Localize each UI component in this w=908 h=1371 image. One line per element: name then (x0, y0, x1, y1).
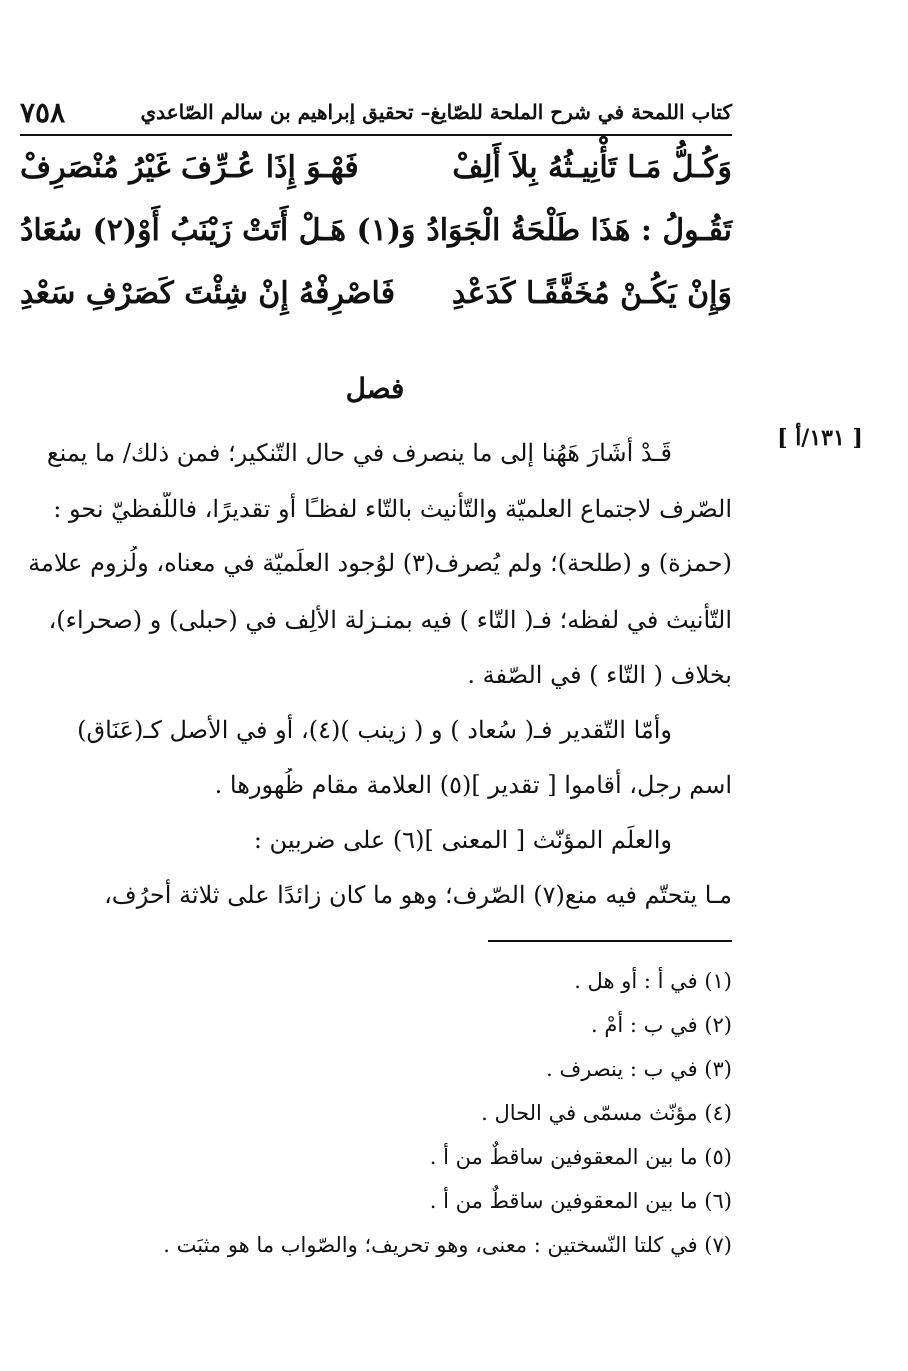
running-title: كتاب اللمحة في شرح الملحة للصّايغ– تحقيق إبراهيم بن سالم الصّاعدي (140, 100, 732, 124)
footnote: (٤) مؤنّث مسمّى في الحال . (481, 1101, 732, 1125)
verse-line (20, 150, 732, 208)
verse-line (20, 213, 732, 271)
footnote: (٧) في كلتا النّسختين : معنى، وهو تحريف؛ والصّواب ما هو مثبَت . (163, 1233, 732, 1257)
body-text-line: (حمزة) و (طلحة)؛ ولم يُصرف(٣) لوُجود العلَميّة في معناه، ولُزوم علامة (28, 549, 732, 577)
body-text-line: اسم رجل، أقاموا [ تقدير ](٥) العلامة مقام ظُهورها . (214, 771, 732, 799)
body-text-line: مـا يتحتّم فيه منع(٧) الصّرف؛ وهو ما كان زائدًا على ثلاثة أحرُف، (104, 881, 732, 909)
verse-first-hemistich: تَقُـولُ : هَذَا طَلْحَةُ الْجَوَادُ (426, 213, 732, 248)
body-text-line: والعلَم المؤنّث [ المعنى ](٦) على ضربين : (253, 826, 672, 854)
verse-line (20, 276, 732, 334)
page-header (20, 98, 732, 134)
verse-first-hemistich: وَإِنْ يَكُـنْ مُخَفَّفًـا كَدَعْدِ (451, 276, 732, 311)
footnote-divider (488, 940, 732, 942)
manuscript-folio-ref: [ ١٣١/أ ] (777, 425, 863, 451)
body-text-line: التّأنيث في لفظه؛ فـ( التّاء ) فيه بمنـزلة الألِف في (حبلى) و (صحراء)، (48, 606, 732, 634)
verse-second-hemistich: فَاصْرِفْهُ إِنْ شِئْتَ كَصَرْفِ سَعْدِ (20, 276, 396, 311)
verse-second-hemistich: فَهْـوَ إِذَا عُـرِّفَ غَيْرُ مُنْصَرِفْ (20, 150, 359, 185)
verse-second-hemistich: وَ(١) هَـلْ أَتَتْ زَيْنَبُ أَوْ(٢) سُعَادُ (20, 213, 416, 248)
footnote: (٢) في ب : أمْ . (591, 1013, 732, 1037)
verse-first-hemistich: وَكُـلُّ مَـا تَأْنِيـثُهُ بِلاَ أَلِفْ (452, 150, 732, 185)
footnote: (١) في أ : أو هل . (574, 969, 732, 993)
body-text-line: بخلاف ( التّاء ) في الصّفة . (467, 661, 732, 689)
footnote: (٦) ما بين المعقوفين ساقطٌ من أ . (429, 1189, 732, 1213)
section-heading: فصل (345, 372, 405, 405)
body-text-line: قَـدْ أَشَارَ هَهُنا إلى ما ينصرف في حال التّنكير؛ فمن ذلك/ ما يمنع (46, 439, 672, 467)
body-text-line: وأمّا التّقدير فـ( سُعاد ) و ( زينب )(٤)، أو في الأصل كـ(عَنَاق) (77, 716, 672, 744)
page-number: ٧٥٨ (20, 96, 66, 129)
body-text-line: الصّرف لاجتماع العلميّة والتّأنيث بالتّاء لفظـًا أو تقديرًا، فاللّفظيّ نحو : (53, 495, 732, 523)
footnote: (٣) في ب : ينصرف . (546, 1057, 732, 1081)
footnote: (٥) ما بين المعقوفين ساقطٌ من أ . (429, 1145, 732, 1169)
header-divider (20, 134, 732, 136)
